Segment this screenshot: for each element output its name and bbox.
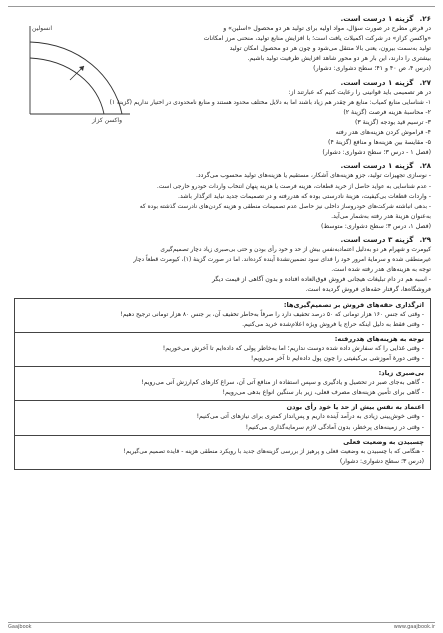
box-line: - گاهی به‌جای صبر در تحصیل و یادگیری و سپس استفاده از منافع آتی آن، سراغ کارهای کم‌ارزش آنی می‌رویم! bbox=[141, 379, 424, 387]
q27-line: ۳- ترسیم قید بودجه (گزینهٔ ۳) bbox=[354, 118, 431, 126]
question-28-header bbox=[14, 161, 431, 171]
q28-line: (فصل ۱، درس ۳؛ سطح دشواری: متوسط) bbox=[320, 222, 431, 230]
question-29-header bbox=[14, 235, 431, 245]
box-line: - گاهی برای تأمین هزینه‌های مصرف فعلی، زیر بار سنگین انواع بدهی می‌رویم! bbox=[222, 389, 424, 397]
question-29-number: ۲۹. bbox=[419, 234, 431, 244]
box-line: (درس ۳؛ سطح دشواری: دشوار) bbox=[339, 457, 424, 465]
box-section-sales-tricks bbox=[15, 299, 430, 333]
box-line: - وقتی فقط به دلیل اینکه حراج یا فروش ویژه اعلام‌شده خرید می‌کنیم. bbox=[242, 320, 424, 328]
box-line: - وقتی در زمینه‌های پرخطر، بدون آمادگی لازم سرمایه‌گذاری می‌کنیم! bbox=[245, 423, 424, 431]
question-26 bbox=[14, 14, 431, 75]
box-line: - وقتی که جنس ۱۶۰ هزار تومانی که ۵۰ درصد تخفیف دارد را صرفاً به‌خاطر تخفیف آن، بر جنس ۸۰ هزار تومانی ترجیح دهیم! bbox=[120, 311, 424, 318]
question-27-number: ۲۷. bbox=[419, 77, 431, 87]
q27-line: (فصل ۱ - درس ۳؛ سطح دشواری: دشوار) bbox=[322, 149, 431, 157]
q27-line: ۵- مقایسهٔ بین هزینه‌ها و منافع (گزینهٔ ۴) bbox=[328, 139, 431, 147]
question-27 bbox=[14, 78, 431, 159]
question-29-title: گزینه ۳ درست است. bbox=[340, 234, 414, 244]
box-section-title: چسبیدن به وضعیت فعلی bbox=[343, 437, 424, 446]
question-29 bbox=[14, 235, 431, 470]
q29-line: کیومرث و شهرام هر دو به‌دلیل اعتمادبه‌نفس بیش از حد و خود رأی بودن و حتی بی‌صبری زیاد دچار تصمیم‌گیری bbox=[160, 247, 431, 254]
box-line: - وقتی دورهٔ آموزشی بی‌کیفیتی را چون پول داده‌ایم تا آخر می‌رویم! bbox=[250, 355, 424, 362]
question-27-header bbox=[14, 78, 431, 88]
q26-line: (درس ۴، ص ۴۰ و ۴۱؛ سطح دشواری: دشوار) bbox=[313, 65, 431, 73]
box-section-sunk-costs bbox=[15, 333, 430, 367]
answer-content bbox=[14, 14, 431, 473]
q27-line: ۲- محاسبهٔ هزینه فرصت (گزینهٔ ۲) bbox=[343, 108, 431, 116]
q29-line: فروشگاه‌ها، گرفتار حقه‌های فروش گردیده است. bbox=[305, 286, 431, 294]
q29-line: توجه به هزینه‌های هدر رفته شده است. bbox=[331, 266, 431, 274]
page-footer bbox=[8, 622, 435, 630]
box-section-title: اعتماد به نفس بیش از حد یا خود رأی بودن bbox=[286, 403, 424, 412]
box-section-title: توجه به هزینه‌های هدررفته: bbox=[334, 334, 424, 343]
q27-line: در هر تصمیمی باید قوانینی را رعایت کنیم که عبارتند از: bbox=[288, 88, 431, 96]
y-axis-label: انسولین bbox=[32, 25, 52, 32]
q28-line: - بدهی انباشته شرکت‌های خودروساز داخلی نیز حاصل عدم تصمیمات منطقی و هزینه کردن‌های نادرست گذشته بوده که bbox=[139, 203, 431, 210]
box-section-status-quo bbox=[15, 436, 430, 469]
q29-line: غیرمنطقی شده و سرمایهٔ امرور خود را فدای سود تضمین‌نشدهٔ آینده کرده‌اند. اما در صورت گزینهٔ (۱)، کیومرث قطعاً دچار bbox=[133, 257, 431, 264]
q28-line: به‌عنوان هزینهٔ هدر رفته به‌شمار می‌آید. bbox=[331, 212, 431, 220]
box-line: - هنگامی که با چسبیدن به وضعیت فعلی و پرهیز از بررسی گزینه‌های جدید با رویکرد منطقی هزینه - فایده تصمیم می‌گیریم! bbox=[123, 448, 424, 455]
question-26-header bbox=[14, 14, 431, 24]
q27-line: ۴- فراموش کردن هزینه‌های هدر رفته bbox=[335, 129, 431, 137]
box-section-overconfidence bbox=[15, 401, 430, 435]
q26-line: تولید به‌سمت بیرون، یعنی بالا منتقل می‌شود و چون هر دو محصول امکان تولید bbox=[229, 45, 431, 53]
q28-line: - عدم شناسایی به عواید حاصل از خرید قطعات، هزینه فرصت یا هزینه پنهان انتخاب واردات خودرو خارجی است. bbox=[156, 183, 431, 190]
footer-website-link[interactable]: www.gaajbook.ir bbox=[393, 624, 435, 630]
footer-brand: Gaajbook bbox=[8, 624, 32, 630]
question-26-title: گزینه ۱ درست است. bbox=[340, 14, 414, 23]
box-section-title: اثرگذاری حقه‌های فروش بر تصمیم‌گیری‌ها: bbox=[283, 300, 424, 309]
q26-line: «واکسن کزاز» در شرکت اکمیلات یافت است؛ با افزایش منابع تولید، منحنی مرز امکانات bbox=[203, 35, 431, 43]
summary-box bbox=[14, 298, 431, 470]
box-section-title: بی‌صبری زیاد: bbox=[378, 369, 424, 378]
x-axis-label: واکسن کزاز bbox=[92, 117, 122, 124]
box-line: - وقتی خوش‌بینی زیادی به درآمد آینده داریم و پس‌انداز کمتری برای نیازهای آتی می‌کنیم! bbox=[196, 413, 424, 421]
q26-line: در فرض مطرح در صورت سؤال، مواد اولیه برای تولید هر دو محصول «اسلین» و bbox=[223, 25, 431, 33]
top-rule bbox=[8, 6, 435, 7]
q27-line: ۱- شناسایی منابع کمیاب: منابع هر چقدر هم زیاد باشند اما به دلایل مختلف محدود هستند و منابع نامحدودی در اختیار نداریم (گزینهٔ ۱) bbox=[109, 99, 431, 106]
box-section-impatience bbox=[15, 367, 430, 401]
question-27-title: گزینه ۱ درست است. bbox=[340, 77, 414, 87]
question-28 bbox=[14, 161, 431, 232]
question-26-number: ۲۶. bbox=[419, 14, 431, 23]
question-28-number: ۲۸. bbox=[419, 161, 431, 171]
question-28-title: گزینه ۱ درست است. bbox=[340, 161, 414, 171]
q29-line: - اسبه هم در دام تبلیغات هیجانی فروش فوق‌العاده افتاده و بدون آگاهی از قیمت دیگر bbox=[211, 276, 431, 284]
q28-line: - واردات قطعات بی‌کیفیت، هزینهٔ نادرستی بوده که هدررفته و در تصمیمات جدید نباید اثرگذار باشد. bbox=[178, 192, 431, 200]
q28-line: - نوسازی تجهیزات تولید، جزو هزینه‌های آشکار، مستقیم یا هزینه‌های تولید محسوب می‌گردد. bbox=[195, 172, 431, 180]
box-line: - وقتی غذایی را که سفارش داده شده دوست نداریم؛ اما به‌خاطر پولی که داده‌ایم تا آخرش می‌خوریم! bbox=[162, 344, 424, 352]
q26-line: بیشتری را دارند، این بار هر دو محور شاهد افزایش ظرفیت تولید باشیم. bbox=[247, 55, 431, 63]
